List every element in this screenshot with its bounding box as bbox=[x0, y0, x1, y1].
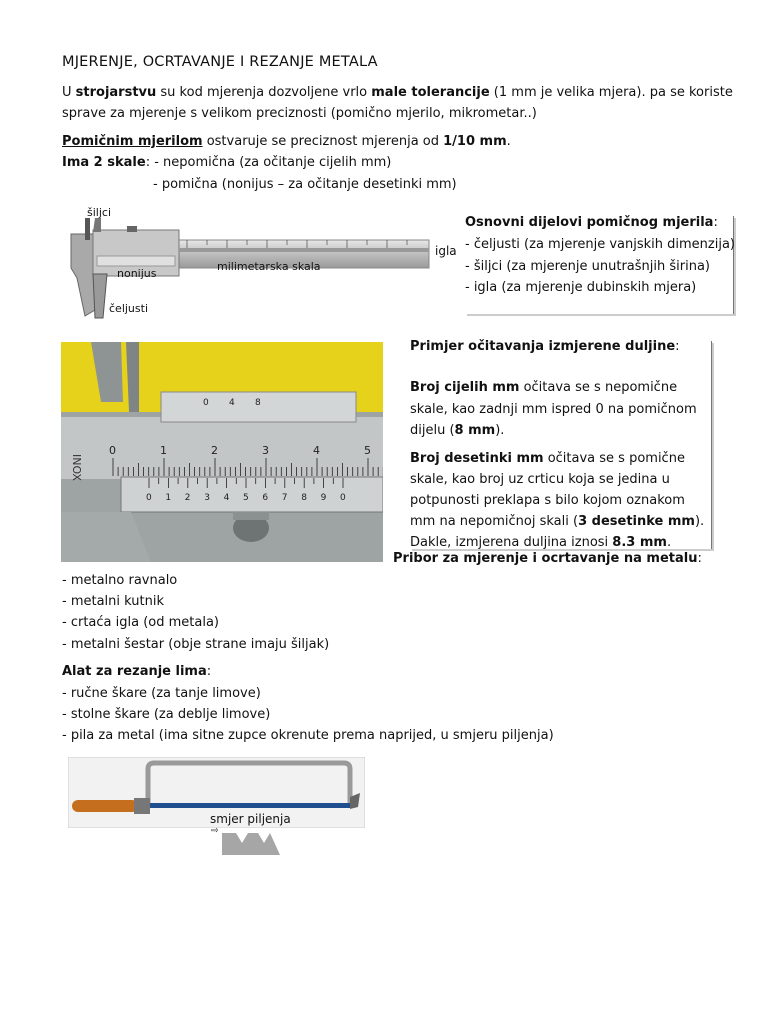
main-scale-number: 1 bbox=[160, 444, 167, 457]
tools-item: - crtaća igla (od metala) bbox=[62, 615, 219, 630]
example-text: Dakle, izmjerena duljina iznosi bbox=[410, 535, 613, 550]
example-p1-line1 bbox=[410, 380, 677, 395]
example-bold-3desetinke: 3 desetinke mm bbox=[578, 514, 695, 529]
scales-item-2: - pomična (nonijus – za očitanje desetinki mm) bbox=[153, 177, 457, 192]
top-scale-number: 4 bbox=[229, 398, 235, 408]
tools-heading-line bbox=[393, 551, 702, 566]
caliper-scale-photo bbox=[61, 342, 383, 562]
example-text: . bbox=[666, 535, 672, 550]
tools-colon: : bbox=[697, 551, 702, 566]
example-bold-8mm: 8 mm bbox=[454, 423, 496, 438]
vernier-number: 6 bbox=[262, 493, 269, 503]
example-text: ). bbox=[495, 423, 505, 438]
precision-term: Pomičnim mjerilom bbox=[62, 134, 203, 149]
intro-bold-tolerancije: male tolerancije bbox=[371, 85, 490, 100]
caliper-illustration bbox=[67, 206, 457, 320]
parts-item: - šiljci (za mjerenje unutrašnjih širina) bbox=[465, 259, 710, 274]
direction-arrow-icon: ⇨ bbox=[211, 826, 219, 836]
main-scale-number: 3 bbox=[262, 444, 269, 457]
example-box bbox=[410, 341, 712, 549]
example-p2-line3: potpunosti preklapa s bilo kojom oznakom bbox=[410, 493, 685, 508]
intro-line-2: sprave za mjerenje s velikom preciznosti (pomično mjerilo, mikrometar..) bbox=[62, 106, 537, 121]
example-p2-line2: skale, kao broj uz crticu koja se jedina u bbox=[410, 472, 670, 487]
precision-line bbox=[62, 134, 511, 149]
page-title: MJERENJE, OCRTAVANJE I REZANJE METALA bbox=[62, 54, 378, 70]
saw-direction-label: smjer piljenja bbox=[210, 812, 291, 826]
tools-item: - metalni kutnik bbox=[62, 594, 164, 609]
intro-text: (1 mm je velika mjera). pa se koriste bbox=[489, 85, 733, 100]
cutting-item: - ručne škare (za tanje limove) bbox=[62, 686, 261, 701]
vernier-number: 4 bbox=[223, 493, 230, 503]
hacksaw-image bbox=[68, 757, 365, 828]
parts-item: - igla (za mjerenje dubinskih mjera) bbox=[465, 280, 697, 295]
example-bold-result: 8.3 mm bbox=[612, 535, 667, 550]
example-colon: : bbox=[675, 339, 680, 354]
scales-lead: Ima 2 skale bbox=[62, 155, 146, 170]
tools-item: - metalno ravnalo bbox=[62, 573, 178, 588]
main-scale-number: 5 bbox=[364, 444, 371, 457]
scales-item-1: : - nepomična (za očitanje cijelih mm) bbox=[145, 155, 392, 170]
label-igla: igla bbox=[435, 244, 457, 258]
main-scale-number: 2 bbox=[211, 444, 218, 457]
cutting-item: - pila za metal (ima sitne zupce okrenute prema naprijed, u smjeru piljenja) bbox=[62, 728, 554, 743]
vernier-number: 2 bbox=[184, 493, 191, 503]
label-siljci: šiljci bbox=[87, 206, 112, 219]
precision-period: . bbox=[506, 134, 511, 149]
caliper-scale-drawing bbox=[61, 342, 383, 562]
cutting-colon: : bbox=[206, 664, 212, 679]
top-scale-number: 8 bbox=[255, 398, 261, 408]
parts-box bbox=[465, 216, 734, 314]
vernier-number: 1 bbox=[165, 493, 172, 503]
cutting-item: - stolne škare (za deblje limove) bbox=[62, 707, 271, 722]
example-p1-bold: Broj cijelih mm bbox=[410, 380, 520, 395]
brand-text: INOX bbox=[70, 454, 83, 481]
example-text: mm na nepomičnoj skali ( bbox=[410, 514, 579, 529]
scales-line-1 bbox=[62, 155, 391, 170]
example-p2-line4 bbox=[410, 514, 704, 529]
parts-heading-line bbox=[465, 215, 718, 230]
main-scale-number: 0 bbox=[109, 444, 116, 457]
example-text: ). bbox=[694, 514, 705, 529]
intro-text: U bbox=[62, 85, 76, 100]
example-p2-line1 bbox=[410, 451, 685, 466]
label-nonijus: nonijus bbox=[117, 267, 157, 280]
example-heading: Primjer očitavanja izmjerene duljine bbox=[410, 339, 676, 354]
vernier-number: 9 bbox=[320, 493, 327, 503]
example-p1-line2: skale, kao zadnji mm ispred 0 na pomičnom bbox=[410, 402, 697, 417]
parts-colon: : bbox=[713, 215, 718, 230]
vernier-number: 7 bbox=[281, 493, 288, 503]
tools-item: - metalni šestar (obje strane imaju šiljak) bbox=[62, 637, 330, 652]
cutting-heading-line bbox=[62, 664, 211, 679]
label-celjusti: čeljusti bbox=[109, 302, 148, 315]
vernier-number: 5 bbox=[243, 493, 249, 503]
main-scale-number: 4 bbox=[313, 444, 320, 457]
vernier-number: 8 bbox=[301, 493, 307, 503]
precision-value: 1/10 mm bbox=[443, 134, 507, 149]
saw-teeth-icon bbox=[222, 833, 280, 855]
vernier-number: 3 bbox=[204, 493, 210, 503]
intro-text: su kod mjerenja dozvoljene vrlo bbox=[156, 85, 372, 100]
tools-heading: Pribor za mjerenje i ocrtavanje na metalu bbox=[393, 551, 698, 566]
label-milimetarska-skala: milimetarska skala bbox=[217, 260, 321, 273]
cutting-heading: Alat za rezanje lima bbox=[62, 664, 207, 679]
example-text: dijelu ( bbox=[410, 423, 455, 438]
example-p2-bold: Broj desetinki mm bbox=[410, 451, 544, 466]
top-scale-number: 0 bbox=[203, 398, 209, 408]
example-p3 bbox=[410, 535, 671, 550]
precision-text: ostvaruje se preciznost mjerenja od bbox=[202, 134, 444, 149]
intro-bold-strojarstvu: strojarstvu bbox=[75, 85, 157, 100]
vernier-number: 0 bbox=[340, 493, 346, 503]
intro-line-1 bbox=[62, 85, 733, 100]
example-heading-line bbox=[410, 339, 680, 354]
example-p1-text: očitava se s nepomične bbox=[519, 380, 678, 395]
vernier-number: 0 bbox=[146, 493, 152, 503]
example-p2-text: očitava se s pomične bbox=[543, 451, 685, 466]
example-p1-line3 bbox=[410, 423, 504, 438]
parts-heading: Osnovni dijelovi pomičnog mjerila bbox=[465, 215, 714, 230]
parts-item: - čeljusti (za mjerenje vanjskih dimenzija) bbox=[465, 237, 735, 252]
